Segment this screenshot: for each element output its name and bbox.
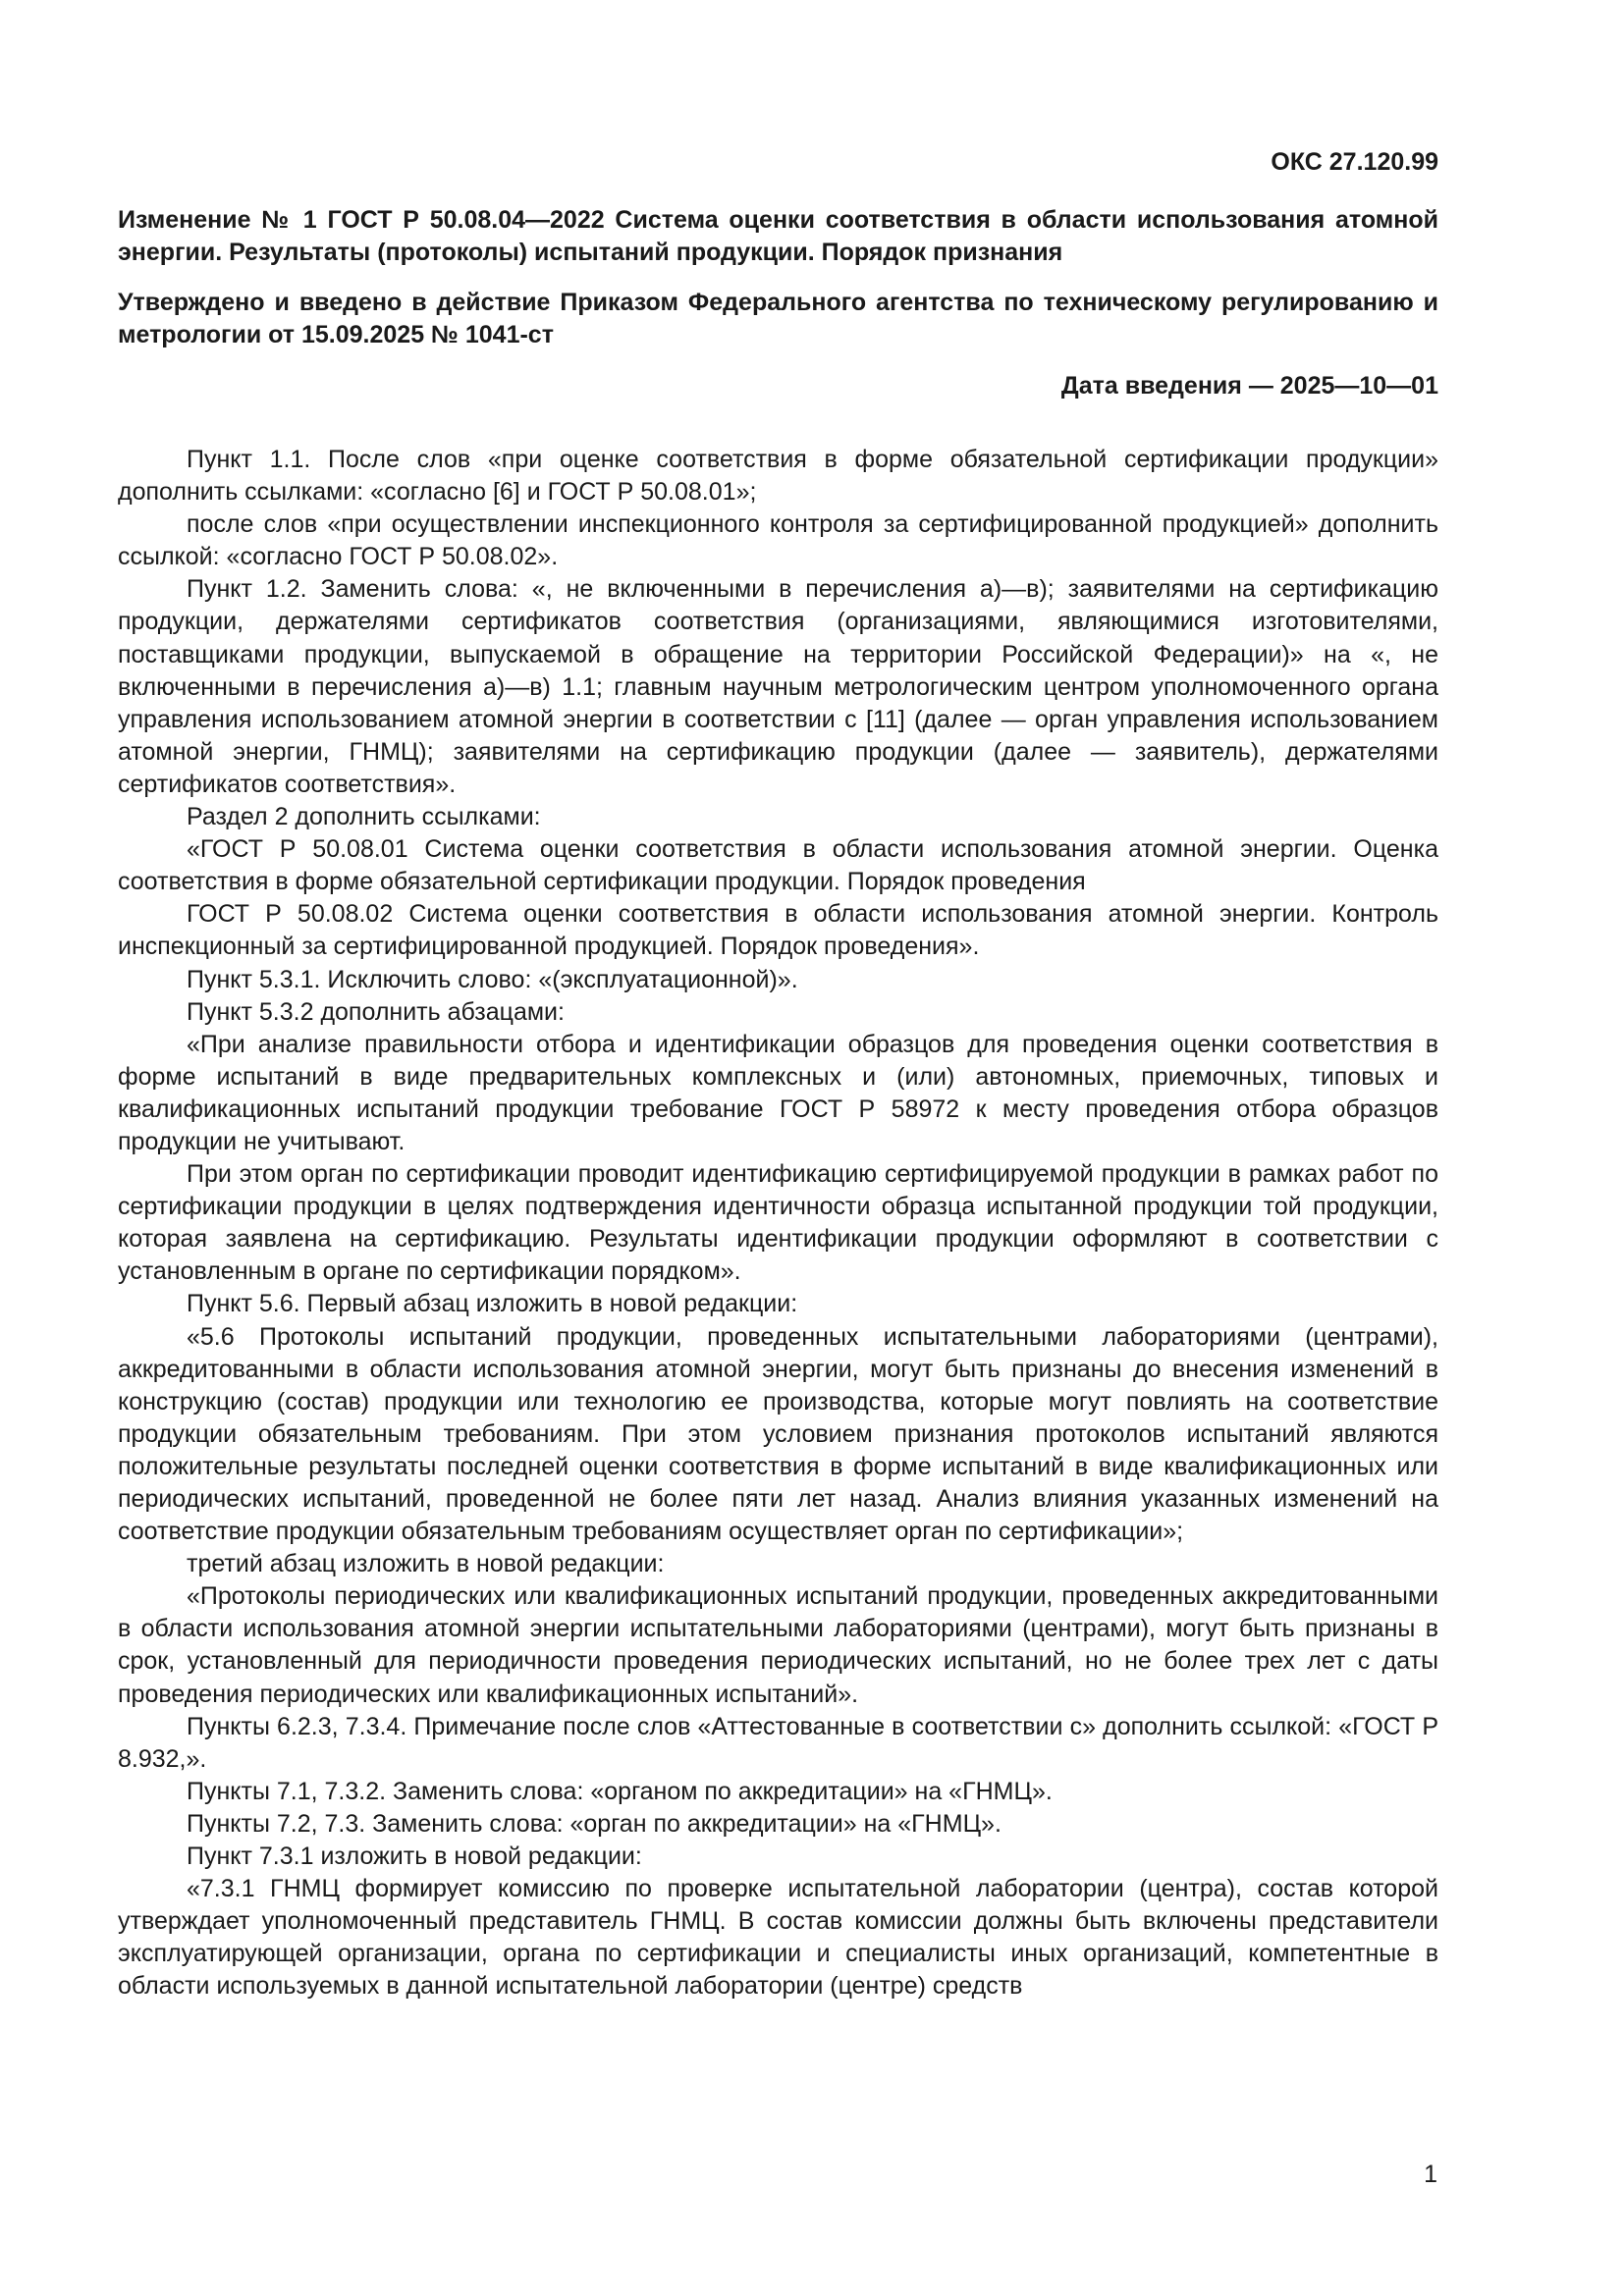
paragraph: Пункт 1.2. Заменить слова: «, не включенными в перечисления а)—в); заявителями на сертификацию продукции, держателями сертификатов соответствия (организациями, являющимися изготовителями, поставщиками продукции, выпускаемой в обращение на территории Российской Федерации)» на «, не включенными в перечисления а)—в) 1.1; главным научным метрологическим центром уполномоченного органа управления использованием атомной энергии в соответствии с [11] (далее — орган управления использованием атомной энергии, ГНМЦ); заявителями на сертификацию продукции (далее — заявитель), держателями сертификатов соответствия». [118, 575, 1438, 798]
effective-date: Дата введения — 2025—10—01 [1060, 372, 1438, 400]
paragraph: Пункт 7.3.1 изложить в новой редакции: [187, 1842, 642, 1871]
paragraph: «5.6 Протоколы испытаний продукции, проведенных испытательными лабораториями (центрами), аккредитованными в области использования атомной энергии, могут быть признаны до внесения изменений в конструкцию (состав) продукции или технологию ее производства, которые могут повлиять на соответствие продукции обязательным требованиям. При этом условием признания протоколов испытаний являются положительные результаты последней оценки соответствия в форме испытаний в виде квалификационных или периодических испытаний, проведенной не более пяти лет назад. Анализ влияния указанных изменений на соответствие продукции обязательным требованиям осуществляет орган по сертификации»; [118, 1322, 1438, 1546]
paragraph: «Протоколы периодических или квалификационных испытаний продукции, проведенных аккредитованными в области использования атомной энергии испытательными лабораториями (центрами), могут быть признаны в срок, установленный для периодичности проведения периодических испытаний, но не более трех лет с даты проведения периодических или квалификационных испытаний». [118, 1582, 1438, 1708]
paragraph: Раздел 2 дополнить ссылками: [187, 803, 541, 831]
paragraph: Пункты 6.2.3, 7.3.4. Примечание после слов «Аттестованные в соответствии с» дополнить ссылкой: «ГОСТ Р 8.932,». [118, 1712, 1438, 1773]
paragraph: ГОСТ Р 50.08.02 Система оценки соответствия в области использования атомной энергии. Контроль инспекционный за сертифицированной продукцией. Порядок проведения». [118, 900, 1438, 961]
oks-code: ОКС 27.120.99 [1271, 148, 1438, 176]
paragraph: «7.3.1 ГНМЦ формирует комиссию по проверке испытательной лаборатории (центра), состав которой утверждает уполномоченный представитель ГНМЦ. В состав комиссии должны быть включены представители эксплуатирующей организации, органа по сертификации и специалисты иных организаций, компетентные в области используемых в данной испытательной лаборатории (центре) средств [118, 1875, 1438, 2001]
paragraph: третий абзац изложить в новой редакции: [187, 1550, 665, 1578]
paragraph: Пункт 5.3.1. Исключить слово: «(эксплуатационной)». [187, 965, 798, 993]
paragraph: Пункт 5.6. Первый абзац изложить в новой редакции: [187, 1290, 798, 1318]
paragraph: после слов «при осуществлении инспекционного контроля за сертифицированной продукцией» дополнить ссылкой: «согласно ГОСТ Р 50.08.02». [118, 510, 1438, 571]
amendment-title: Изменение № 1 ГОСТ Р 50.08.04—2022 Система оценки соответствия в области использования атомной энергии. Результаты (протоколы) испытаний продукции. Порядок признания [118, 206, 1438, 266]
paragraph: Пункты 7.1, 7.3.2. Заменить слова: «органом по аккредитации» на «ГНМЦ». [187, 1777, 1053, 1805]
paragraph: «ГОСТ Р 50.08.01 Система оценки соответствия в области использования атомной энергии. Оценка соответствия в форме обязательной сертификации продукции. Порядок проведения [118, 835, 1438, 896]
paragraph: Пункты 7.2, 7.3. Заменить слова: «орган по аккредитации» на «ГНМЦ». [187, 1809, 1001, 1838]
document-body [118, 444, 1438, 2003]
approval-statement: Утверждено и введено в действие Приказом Федерального агентства по техническому регулированию и метрологии от 15.09.2025 № 1041-ст [118, 289, 1438, 348]
paragraph: Пункт 5.3.2 дополнить абзацами: [187, 997, 565, 1026]
paragraph: При этом орган по сертификации проводит идентификацию сертифицируемой продукции в рамках работ по сертификации продукции в целях подтверждения идентичности образца испытанной продукции той продукции, которая заявлена на сертификацию. Результаты идентификации продукции оформляют в соответствии с установленным в органе по сертификации порядком». [118, 1160, 1438, 1286]
page-number: 1 [1424, 2161, 1437, 2188]
document-page [118, 147, 1438, 2003]
paragraph: «При анализе правильности отбора и идентификации образцов для проведения оценки соответствия в форме испытаний в виде предварительных комплексных и (или) автономных, приемочных, типовых и квалификационных испытаний продукции требование ГОСТ Р 58972 к месту проведения отбора образцов продукции не учитывают. [118, 1030, 1438, 1155]
paragraph: Пункт 1.1. После слов «при оценке соответствия в форме обязательной сертификации продукции» дополнить ссылками: «согласно [6] и ГОСТ Р 50.08.01»; [118, 446, 1438, 507]
